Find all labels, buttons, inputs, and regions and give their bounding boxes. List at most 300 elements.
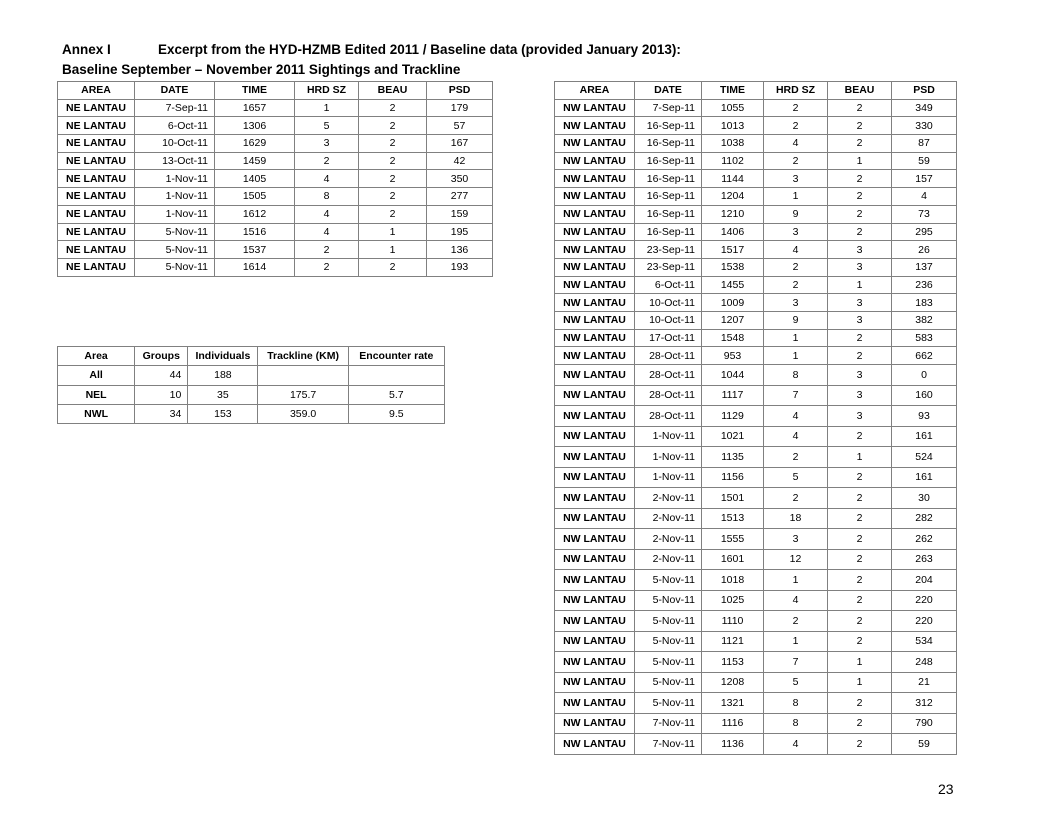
cell-psd: 236	[892, 276, 957, 294]
cell-encounter-rate	[348, 366, 444, 385]
cell-date: 16-Sep-11	[635, 170, 702, 188]
cell-date: 1-Nov-11	[635, 426, 702, 447]
cell-hrd-sz: 2	[764, 276, 828, 294]
table-row	[58, 205, 493, 223]
cell-beau: 3	[828, 258, 892, 276]
cell-date: 7-Sep-11	[135, 99, 215, 117]
table-row	[58, 258, 493, 276]
cell-beau: 2	[828, 693, 892, 714]
table-row	[555, 258, 957, 276]
cell-date: 23-Sep-11	[635, 258, 702, 276]
cell-area: All	[58, 366, 135, 385]
cell-area: NW LANTAU	[555, 170, 635, 188]
column-header-beau: BEAU	[828, 82, 892, 100]
cell-area: NW LANTAU	[555, 652, 635, 673]
cell-beau: 1	[359, 223, 427, 241]
cell-psd: 0	[892, 365, 957, 386]
cell-hrd-sz: 1	[295, 99, 359, 117]
column-header-psd: PSD	[892, 82, 957, 100]
cell-psd: 524	[892, 447, 957, 468]
cell-date: 1-Nov-11	[135, 188, 215, 206]
cell-hrd-sz: 8	[295, 188, 359, 206]
cell-psd: 277	[427, 188, 493, 206]
cell-hrd-sz: 12	[764, 549, 828, 570]
cell-hrd-sz: 4	[764, 406, 828, 427]
cell-date: 28-Oct-11	[635, 406, 702, 427]
cell-hrd-sz: 2	[764, 99, 828, 117]
cell-beau: 2	[828, 488, 892, 509]
cell-hrd-sz: 5	[295, 117, 359, 135]
cell-date: 16-Sep-11	[635, 135, 702, 153]
cell-time: 1121	[702, 631, 764, 652]
cell-psd: 220	[892, 590, 957, 611]
cell-beau: 1	[828, 672, 892, 693]
cell-beau: 2	[828, 549, 892, 570]
cell-beau: 2	[828, 426, 892, 447]
cell-psd: 179	[427, 99, 493, 117]
cell-hrd-sz: 1	[764, 329, 828, 347]
cell-date: 5-Nov-11	[635, 611, 702, 632]
cell-area: NW LANTAU	[555, 347, 635, 365]
cell-time: 1614	[215, 258, 295, 276]
cell-time: 1516	[215, 223, 295, 241]
table-row	[555, 311, 957, 329]
cell-encounter-rate: 9.5	[348, 404, 444, 423]
cell-groups: 10	[135, 385, 188, 404]
cell-area: NWL	[58, 404, 135, 423]
cell-time: 1405	[215, 170, 295, 188]
column-header-area: AREA	[555, 82, 635, 100]
cell-individuals: 188	[188, 366, 258, 385]
cell-area: NW LANTAU	[555, 258, 635, 276]
table-row	[555, 672, 957, 693]
cell-psd: 204	[892, 570, 957, 591]
table-header-row	[58, 82, 493, 100]
cell-beau: 2	[828, 117, 892, 135]
column-header-date: DATE	[135, 82, 215, 100]
cell-area: NE LANTAU	[58, 241, 135, 259]
cell-date: 7-Nov-11	[635, 734, 702, 755]
cell-hrd-sz: 2	[764, 611, 828, 632]
cell-area: NE LANTAU	[58, 205, 135, 223]
cell-time: 1537	[215, 241, 295, 259]
cell-date: 5-Nov-11	[635, 693, 702, 714]
table-row	[555, 365, 957, 386]
cell-date: 1-Nov-11	[135, 205, 215, 223]
cell-time: 1629	[215, 135, 295, 153]
cell-hrd-sz: 4	[764, 135, 828, 153]
cell-area: NW LANTAU	[555, 365, 635, 386]
cell-hrd-sz: 5	[764, 467, 828, 488]
cell-date: 10-Oct-11	[635, 294, 702, 312]
cell-date: 2-Nov-11	[635, 508, 702, 529]
cell-beau: 2	[828, 734, 892, 755]
column-header-time: TIME	[215, 82, 295, 100]
cell-date: 17-Oct-11	[635, 329, 702, 347]
cell-area: NE LANTAU	[58, 135, 135, 153]
encounter-summary-table	[57, 346, 445, 424]
cell-area: NE LANTAU	[58, 223, 135, 241]
column-header-encounter-rate: Encounter rate	[348, 347, 444, 366]
cell-area: NW LANTAU	[555, 508, 635, 529]
table-row	[555, 329, 957, 347]
cell-psd: 183	[892, 294, 957, 312]
cell-psd: 137	[892, 258, 957, 276]
cell-groups: 44	[135, 366, 188, 385]
table-row	[555, 590, 957, 611]
cell-area: NE LANTAU	[58, 258, 135, 276]
cell-psd: 330	[892, 117, 957, 135]
cell-psd: 21	[892, 672, 957, 693]
column-header-date: DATE	[635, 82, 702, 100]
cell-psd: 790	[892, 713, 957, 734]
cell-time: 1513	[702, 508, 764, 529]
cell-psd: 161	[892, 467, 957, 488]
table-row	[58, 385, 445, 404]
cell-hrd-sz: 1	[764, 188, 828, 206]
table-header-row	[58, 347, 445, 366]
cell-area: NW LANTAU	[555, 529, 635, 550]
cell-date: 6-Oct-11	[135, 117, 215, 135]
cell-time: 1129	[702, 406, 764, 427]
cell-psd: 220	[892, 611, 957, 632]
column-header-time: TIME	[702, 82, 764, 100]
cell-psd: 87	[892, 135, 957, 153]
table-row	[58, 170, 493, 188]
cell-trackline: 175.7	[258, 385, 348, 404]
cell-hrd-sz: 18	[764, 508, 828, 529]
cell-time: 1321	[702, 693, 764, 714]
cell-beau: 2	[359, 99, 427, 117]
cell-hrd-sz: 9	[764, 311, 828, 329]
cell-beau: 2	[828, 508, 892, 529]
table-row	[58, 135, 493, 153]
cell-area: NE LANTAU	[58, 152, 135, 170]
cell-hrd-sz: 4	[764, 734, 828, 755]
cell-area: NW LANTAU	[555, 117, 635, 135]
table-row	[58, 241, 493, 259]
cell-time: 1555	[702, 529, 764, 550]
cell-area: NW LANTAU	[555, 294, 635, 312]
cell-time: 1144	[702, 170, 764, 188]
cell-time: 1210	[702, 205, 764, 223]
cell-psd: 262	[892, 529, 957, 550]
column-header-area: AREA	[58, 82, 135, 100]
cell-beau: 2	[359, 205, 427, 223]
cell-date: 1-Nov-11	[635, 467, 702, 488]
cell-hrd-sz: 3	[295, 135, 359, 153]
table-row	[555, 488, 957, 509]
cell-date: 5-Nov-11	[635, 570, 702, 591]
cell-area: NW LANTAU	[555, 135, 635, 153]
cell-beau: 2	[359, 188, 427, 206]
column-header-individuals: Individuals	[188, 347, 258, 366]
cell-beau: 2	[828, 223, 892, 241]
cell-date: 28-Oct-11	[635, 365, 702, 386]
cell-psd: 534	[892, 631, 957, 652]
table-row	[555, 385, 957, 406]
cell-beau: 2	[828, 467, 892, 488]
cell-area: NW LANTAU	[555, 488, 635, 509]
cell-time: 1044	[702, 365, 764, 386]
cell-area: NE LANTAU	[58, 188, 135, 206]
cell-hrd-sz: 2	[764, 447, 828, 468]
cell-beau: 1	[828, 652, 892, 673]
table-row	[58, 152, 493, 170]
page-number: 23	[938, 781, 954, 797]
cell-area: NW LANTAU	[555, 611, 635, 632]
cell-beau: 2	[828, 329, 892, 347]
cell-hrd-sz: 4	[764, 590, 828, 611]
cell-time: 1110	[702, 611, 764, 632]
cell-time: 1306	[215, 117, 295, 135]
cell-date: 5-Nov-11	[135, 223, 215, 241]
cell-date: 23-Sep-11	[635, 241, 702, 259]
cell-area: NW LANTAU	[555, 590, 635, 611]
cell-beau: 2	[828, 99, 892, 117]
cell-date: 2-Nov-11	[635, 488, 702, 509]
cell-area: NW LANTAU	[555, 329, 635, 347]
cell-area: NW LANTAU	[555, 205, 635, 223]
cell-psd: 583	[892, 329, 957, 347]
cell-date: 5-Nov-11	[635, 652, 702, 673]
cell-date: 16-Sep-11	[635, 223, 702, 241]
cell-psd: 93	[892, 406, 957, 427]
cell-area: NW LANTAU	[555, 426, 635, 447]
cell-beau: 2	[828, 205, 892, 223]
cell-time: 1455	[702, 276, 764, 294]
table-row	[555, 117, 957, 135]
cell-area: NW LANTAU	[555, 734, 635, 755]
cell-beau: 3	[828, 311, 892, 329]
column-header-area: Area	[58, 347, 135, 366]
cell-beau: 2	[359, 117, 427, 135]
cell-hrd-sz: 7	[764, 652, 828, 673]
column-header-psd: PSD	[427, 82, 493, 100]
cell-psd: 30	[892, 488, 957, 509]
cell-time: 1117	[702, 385, 764, 406]
cell-hrd-sz: 2	[764, 117, 828, 135]
cell-time: 1548	[702, 329, 764, 347]
cell-time: 1208	[702, 672, 764, 693]
cell-beau: 2	[828, 611, 892, 632]
cell-hrd-sz: 4	[764, 426, 828, 447]
table-row	[555, 631, 957, 652]
cell-psd: 159	[427, 205, 493, 223]
cell-hrd-sz: 2	[295, 152, 359, 170]
cell-psd: 167	[427, 135, 493, 153]
table-row	[555, 294, 957, 312]
cell-date: 1-Nov-11	[635, 447, 702, 468]
cell-psd: 157	[892, 170, 957, 188]
cell-date: 7-Sep-11	[635, 99, 702, 117]
cell-area: NE LANTAU	[58, 170, 135, 188]
table-row	[555, 135, 957, 153]
cell-psd: 42	[427, 152, 493, 170]
cell-individuals: 153	[188, 404, 258, 423]
cell-hrd-sz: 4	[295, 223, 359, 241]
cell-time: 1459	[215, 152, 295, 170]
cell-psd: 161	[892, 426, 957, 447]
cell-date: 1-Nov-11	[135, 170, 215, 188]
cell-hrd-sz: 4	[764, 241, 828, 259]
cell-beau: 3	[828, 365, 892, 386]
cell-time: 1406	[702, 223, 764, 241]
cell-date: 2-Nov-11	[635, 549, 702, 570]
cell-date: 28-Oct-11	[635, 347, 702, 365]
cell-beau: 2	[359, 152, 427, 170]
cell-date: 16-Sep-11	[635, 117, 702, 135]
cell-hrd-sz: 7	[764, 385, 828, 406]
nw-lantau-sightings-table	[554, 81, 957, 755]
cell-area: NW LANTAU	[555, 631, 635, 652]
cell-date: 5-Nov-11	[135, 258, 215, 276]
cell-hrd-sz: 2	[295, 258, 359, 276]
cell-hrd-sz: 8	[764, 693, 828, 714]
cell-psd: 312	[892, 693, 957, 714]
cell-beau: 2	[359, 135, 427, 153]
cell-date: 5-Nov-11	[635, 631, 702, 652]
cell-time: 1136	[702, 734, 764, 755]
cell-hrd-sz: 8	[764, 713, 828, 734]
table-header-row	[555, 82, 957, 100]
column-header-groups: Groups	[135, 347, 188, 366]
cell-area: NW LANTAU	[555, 570, 635, 591]
cell-area: NW LANTAU	[555, 385, 635, 406]
table-row	[555, 188, 957, 206]
cell-date: 2-Nov-11	[635, 529, 702, 550]
cell-hrd-sz: 9	[764, 205, 828, 223]
cell-area: NW LANTAU	[555, 406, 635, 427]
cell-time: 1153	[702, 652, 764, 673]
cell-hrd-sz: 1	[764, 347, 828, 365]
table-row	[58, 99, 493, 117]
table-row	[555, 426, 957, 447]
cell-time: 1207	[702, 311, 764, 329]
cell-time: 1204	[702, 188, 764, 206]
cell-psd: 349	[892, 99, 957, 117]
cell-area: NE LANTAU	[58, 99, 135, 117]
cell-beau: 2	[828, 347, 892, 365]
cell-psd: 193	[427, 258, 493, 276]
table-row	[58, 366, 445, 385]
cell-beau: 3	[828, 385, 892, 406]
cell-hrd-sz: 2	[295, 241, 359, 259]
cell-date: 16-Sep-11	[635, 205, 702, 223]
table-row	[555, 508, 957, 529]
cell-trackline: 359.0	[258, 404, 348, 423]
cell-individuals: 35	[188, 385, 258, 404]
cell-psd: 248	[892, 652, 957, 673]
cell-area: NW LANTAU	[555, 223, 635, 241]
cell-psd: 263	[892, 549, 957, 570]
cell-area: NW LANTAU	[555, 549, 635, 570]
cell-psd: 350	[427, 170, 493, 188]
cell-beau: 2	[828, 713, 892, 734]
cell-area: NW LANTAU	[555, 276, 635, 294]
cell-psd: 195	[427, 223, 493, 241]
cell-time: 1009	[702, 294, 764, 312]
annex-subtitle: Baseline September – November 2011 Sightings and Trackline	[62, 62, 461, 77]
cell-psd: 136	[427, 241, 493, 259]
cell-date: 16-Sep-11	[635, 188, 702, 206]
cell-time: 1612	[215, 205, 295, 223]
table-row	[555, 406, 957, 427]
cell-beau: 3	[828, 241, 892, 259]
cell-hrd-sz: 2	[764, 152, 828, 170]
cell-date: 6-Oct-11	[635, 276, 702, 294]
cell-beau: 2	[828, 170, 892, 188]
table-row	[58, 404, 445, 423]
cell-beau: 1	[828, 152, 892, 170]
cell-hrd-sz: 5	[764, 672, 828, 693]
cell-area: NEL	[58, 385, 135, 404]
cell-area: NW LANTAU	[555, 152, 635, 170]
table-row	[555, 549, 957, 570]
table-row	[555, 652, 957, 673]
cell-beau: 2	[828, 188, 892, 206]
cell-psd: 57	[427, 117, 493, 135]
cell-area: NE LANTAU	[58, 117, 135, 135]
cell-hrd-sz: 4	[295, 170, 359, 188]
column-header-hrd-sz: HRD SZ	[295, 82, 359, 100]
annex-title: Excerpt from the HYD-HZMB Edited 2011 / Baseline data (provided January 2013):	[158, 42, 681, 57]
cell-date: 10-Oct-11	[635, 311, 702, 329]
annex-heading	[62, 42, 681, 57]
cell-psd: 73	[892, 205, 957, 223]
table-row	[555, 99, 957, 117]
table-row	[555, 529, 957, 550]
cell-time: 1102	[702, 152, 764, 170]
cell-psd: 59	[892, 734, 957, 755]
table-row	[555, 152, 957, 170]
cell-beau: 2	[828, 570, 892, 591]
cell-area: NW LANTAU	[555, 672, 635, 693]
cell-psd: 662	[892, 347, 957, 365]
table-row	[555, 447, 957, 468]
cell-psd: 4	[892, 188, 957, 206]
cell-psd: 382	[892, 311, 957, 329]
cell-hrd-sz: 3	[764, 170, 828, 188]
table-row	[555, 467, 957, 488]
table-row	[555, 713, 957, 734]
cell-beau: 2	[828, 631, 892, 652]
cell-area: NW LANTAU	[555, 447, 635, 468]
cell-beau: 2	[359, 170, 427, 188]
cell-time: 1038	[702, 135, 764, 153]
table-row	[555, 241, 957, 259]
cell-area: NW LANTAU	[555, 467, 635, 488]
cell-date: 28-Oct-11	[635, 385, 702, 406]
cell-time: 1055	[702, 99, 764, 117]
table-row	[555, 276, 957, 294]
cell-beau: 1	[828, 276, 892, 294]
cell-date: 10-Oct-11	[135, 135, 215, 153]
cell-hrd-sz: 4	[295, 205, 359, 223]
table-row	[555, 170, 957, 188]
cell-time: 1025	[702, 590, 764, 611]
cell-date: 5-Nov-11	[635, 672, 702, 693]
cell-hrd-sz: 8	[764, 365, 828, 386]
table-row	[555, 223, 957, 241]
cell-psd: 295	[892, 223, 957, 241]
table-row	[58, 117, 493, 135]
cell-time: 1013	[702, 117, 764, 135]
cell-area: NW LANTAU	[555, 241, 635, 259]
cell-beau: 3	[828, 406, 892, 427]
cell-beau: 1	[828, 447, 892, 468]
ne-lantau-sightings-table	[57, 81, 493, 277]
